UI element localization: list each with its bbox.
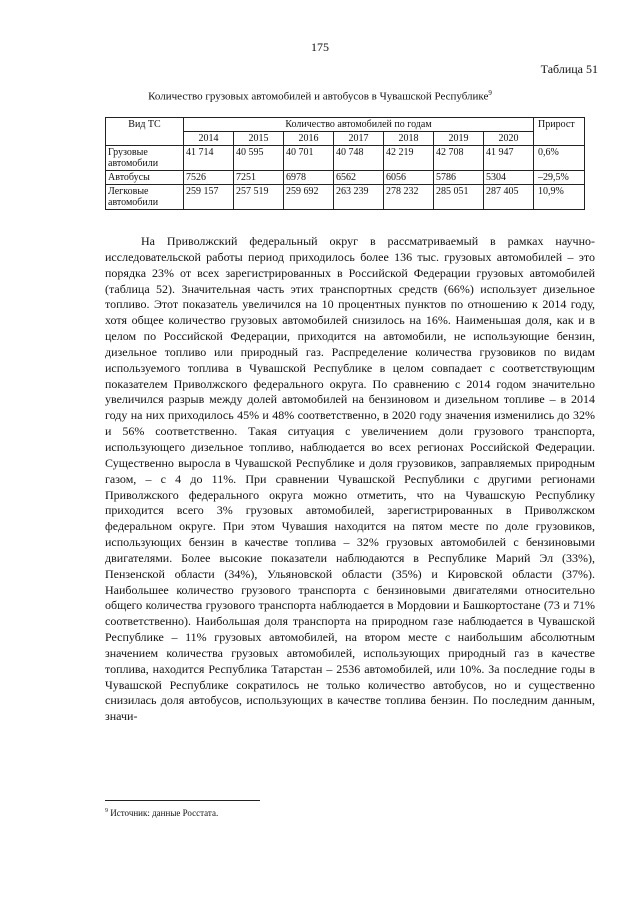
table-cell: 6978 [284,171,334,185]
table-cell: 6562 [334,171,384,185]
body-paragraph [105,234,595,725]
header-year: 2016 [284,132,334,146]
header-year: 2014 [184,132,234,146]
header-year: 2018 [384,132,434,146]
table-cell: 285 051 [434,185,484,210]
row-growth: –29,5% [534,171,585,185]
table-header-row [106,118,585,132]
header-year: 2015 [234,132,284,146]
row-growth: 10,9% [534,185,585,210]
table-cell: 42 219 [384,146,434,171]
table-cell: 7251 [234,171,284,185]
table-caption [0,89,640,103]
table-cell: 41 947 [484,146,534,171]
header-year: 2019 [434,132,484,146]
table-cell: 40 701 [284,146,334,171]
table-cell: 6056 [384,171,434,185]
table-cell: 263 239 [334,185,384,210]
header-year: 2020 [484,132,534,146]
header-growth: Прирост [534,118,585,146]
table-cell: 278 232 [384,185,434,210]
table-number: Таблица 51 [540,62,598,76]
body-text: На Приволжский федеральный округ в рассматриваемый в рамках научно-исследовательской работы период приходилось более 136 тыс. грузовых автомобилей – это порядка 23% от всех зарегистрированных в Российской Федерации грузовых автомобилей (таблица 52). Значительная часть этих транспортных средств (66%) использует дизельное топливо. Этот показатель увеличился на 10 процентных пунктов по отношению к 2014 году, хотя общее количество грузовых автомобилей снизилось на 16%. Наименьшая доля, как и в целом по Российской Федерации, приходится на автомобили, не использующие бензин, дизельное топливо или природный газ. Распределение количества грузовиков по видам используемого топлива в Чувашской Республике в целом совпадает с соответствующим показателем Приволжского федерального округа. По сравнению с 2014 годом значительно увеличился разрыв между долей автомобилей на бензиновом и дизельном топливе – в 2014 году на них приходилось 45% и 48% соответственно, в 2020 году значения изменились до 32% и 56% соответственно. Такая ситуация с увеличением доли грузового транспорта, использующего дизельное топливо, наблюдается во всех регионах Российской Федерации. Существенно выросла в Чувашской Республике и доля грузовиков, заправляемых природным газом, – с 4 до 11%. При сравнении Чувашской Республики с другими регионами Приволжского федерального округа можно отметить, что на Чувашскую Республику приходится всего 3% грузовых автомобилей, зарегистрированных в Приволжском федеральном округе. При этом Чувашия находится на пятом месте по доле грузовиков, использующих бензин в качестве топлива – 32% грузовых автомобилей с бензиновыми двигателями. Более высокие показатели наблюдаются в Республике Марий Эл (33%), Пензенской области (34%), Ульяновской области (35%) и Кировской области (37%). Наибольшее количество грузового транспорта с бензиновыми двигателями относительно общего количества грузового транспорта наблюдается в Мордовии и Башкортостане (73 и 71% соответственно). Наибольшая доля транспорта на природном газе наблюдается в Чувашской Республике – 11% грузовых автомобилей, на втором месте с наибольшим абсолютным значением количества грузовых автомобилей, использующих природный газ в качестве топлива, находится Республика Татарстан – 2536 автомобилей, или 10%. За последние годы в Чувашской Республике сократилось не только количество автобусов, но и существенно снизилась доля автобусов, использующих в качестве топлива бензин. По последним данным, значи- [105,234,595,724]
footnote-marker: 9 [105,808,108,814]
row-vehicle-type: Легковые автомобили [106,185,184,210]
header-count-by-years: Количество автомобилей по годам [184,118,534,132]
footnote-text: Источник: данные Росстата. [110,808,219,818]
table-cell: 287 405 [484,185,534,210]
table-cell: 259 157 [184,185,234,210]
table-cell: 40 595 [234,146,284,171]
table-row [106,185,585,210]
footnote [105,808,218,818]
table-cell: 42 708 [434,146,484,171]
header-vehicle-type: Вид ТС [106,118,184,146]
table-row [106,171,585,185]
table-cell: 257 519 [234,185,284,210]
table-cell: 41 714 [184,146,234,171]
table-row [106,146,585,171]
table-cell: 5304 [484,171,534,185]
footnote-ref: 9 [488,89,492,97]
page-number: 175 [311,40,329,54]
table-cell: 40 748 [334,146,384,171]
table-cell: 5786 [434,171,484,185]
row-vehicle-type: Грузовые автомобили [106,146,184,171]
vehicles-table [105,117,585,210]
table-caption-text: Количество грузовых автомобилей и автобусов в Чувашской Республике [148,90,489,103]
header-year: 2017 [334,132,384,146]
row-growth: 0,6% [534,146,585,171]
table-cell: 7526 [184,171,234,185]
row-vehicle-type: Автобусы [106,171,184,185]
table-cell: 259 692 [284,185,334,210]
footnote-divider [105,800,260,801]
